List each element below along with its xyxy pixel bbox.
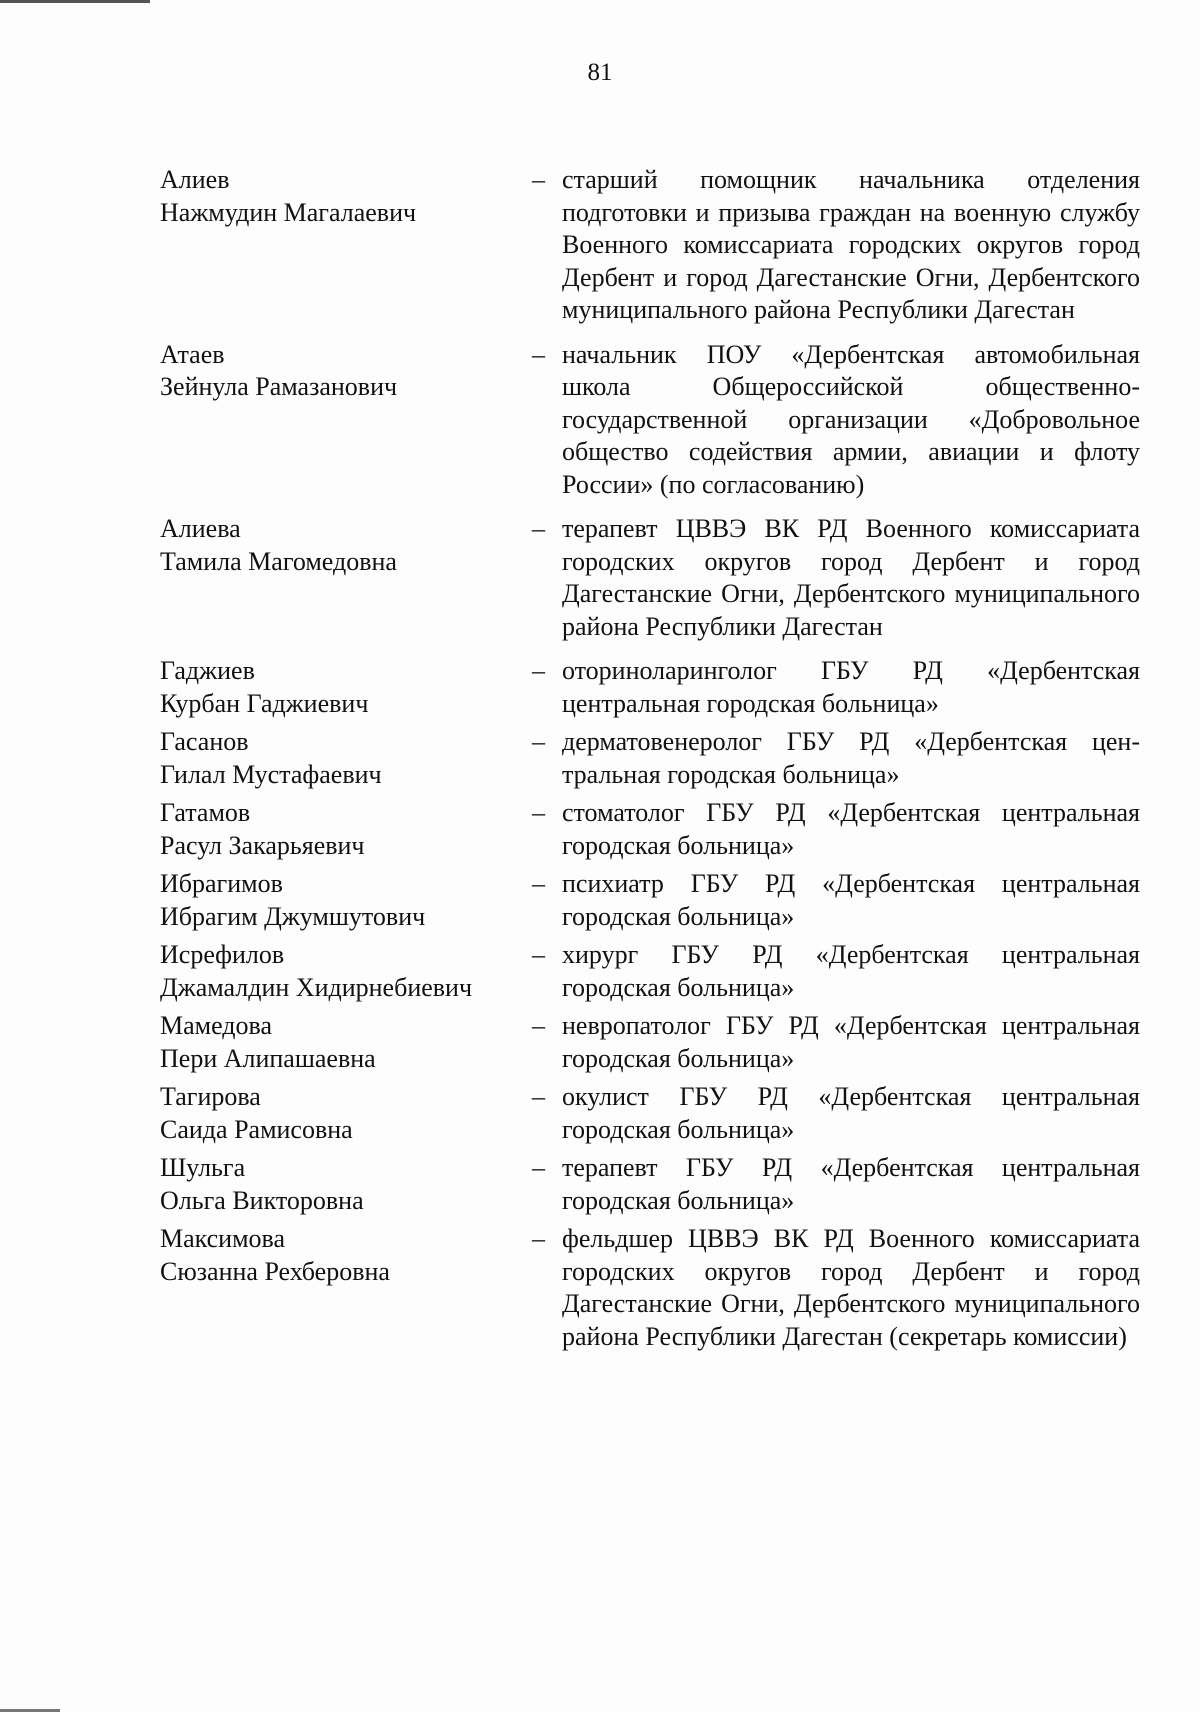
member-surname: Гатамов — [160, 798, 251, 827]
member-name — [160, 1223, 532, 1288]
member-surname: Шульга — [160, 1153, 246, 1182]
member-given-names: Ибрагим Джумшутович — [160, 901, 426, 931]
member-name — [160, 868, 532, 933]
member-surname: Тагирова — [160, 1082, 261, 1111]
member-name — [160, 797, 532, 862]
member-entry — [160, 868, 1140, 933]
member-name — [160, 1152, 532, 1217]
member-given-names: Саида Рамисовна — [160, 1114, 353, 1144]
member-position: старший помощник начальника отделения подготовки и призыва граждан на военную службу Военного комиссариата городских округов город Дербент и город Дагестанские Огни, Дербентского муниципального района Республики Дагестан — [562, 165, 1140, 324]
entry-dash: – — [532, 1011, 545, 1040]
entry-dash: – — [532, 727, 545, 756]
member-name — [160, 1010, 532, 1075]
member-entry — [160, 339, 1140, 502]
member-surname: Ибрагимов — [160, 869, 283, 898]
entry-dash: – — [532, 1153, 545, 1182]
member-entry — [160, 939, 1140, 1004]
member-surname: Алиева — [160, 514, 241, 543]
member-entry — [160, 726, 1140, 791]
commission-member-list — [160, 164, 1140, 1353]
member-entry — [160, 1010, 1140, 1075]
member-given-names: Сюзанна Рехберовна — [160, 1256, 390, 1286]
member-given-names: Джамалдин Хидирнебиевич — [160, 972, 473, 1002]
entry-dash: – — [532, 940, 545, 969]
entry-dash: – — [532, 1224, 545, 1253]
member-position: хирург ГБУ РД «Дербентская центральная городская больница» — [562, 940, 1140, 1002]
entry-dash: – — [532, 165, 545, 194]
member-entry — [160, 1081, 1140, 1146]
member-entry — [160, 797, 1140, 862]
member-surname: Алиев — [160, 165, 230, 194]
entry-dash: – — [532, 798, 545, 827]
member-given-names: Расул Закарьяевич — [160, 830, 365, 860]
member-surname: Исрефилов — [160, 940, 285, 969]
member-position: терапевт ЦВВЭ ВК РД Военного комиссариата городских округов город Дербент и город Дагестанские Огни, Дербентского муниципального района Республики Дагестан — [562, 514, 1140, 641]
member-given-names: Тамила Магомедовна — [160, 546, 397, 576]
member-surname: Гасанов — [160, 727, 249, 756]
page-number: 81 — [587, 59, 613, 86]
entry-dash: – — [532, 869, 545, 898]
member-entry — [160, 164, 1140, 327]
scan-edge-line — [0, 0, 150, 3]
member-entry — [160, 513, 1140, 643]
member-position: оториноларинголог ГБУ РД «Дербентская центральная городская больница» — [562, 656, 1140, 718]
member-given-names: Курбан Гаджиевич — [160, 688, 369, 718]
member-given-names: Нажмудин Магалаевич — [160, 197, 417, 227]
member-given-names: Зейнула Рамазанович — [160, 372, 398, 401]
member-position: окулист ГБУ РД «Дербентская центральная городская больница» — [562, 1082, 1140, 1144]
member-position: начальник ПОУ «Дербентская автомобильная школа Общероссийской общественно-государственной организации «Добровольное общество содействия армии, авиации и флоту России» (по согласованию) — [562, 339, 1140, 499]
member-position: терапевт ГБУ РД «Дербентская центральная городская больница» — [562, 1153, 1140, 1215]
member-position: стоматолог ГБУ РД «Дербентская центральная городская больница» — [562, 798, 1140, 860]
member-position: фельдшер ЦВВЭ ВК РД Военного комиссариата городских округов город Дербент и город Дагестанские Огни, Дербентского муниципального района Республики Дагестан (секретарь комиссии) — [562, 1224, 1140, 1351]
entry-dash: – — [532, 339, 545, 369]
member-surname: Мамедова — [160, 1011, 273, 1040]
member-name — [160, 939, 532, 1004]
member-surname: Максимова — [160, 1224, 286, 1253]
member-surname: Гаджиев — [160, 656, 255, 685]
member-position: невропатолог ГБУ РД «Дербентская центральная городская больница» — [562, 1011, 1140, 1073]
member-name — [160, 1081, 532, 1146]
member-given-names: Ольга Викторовна — [160, 1185, 364, 1215]
entry-dash: – — [532, 1082, 545, 1111]
member-entry — [160, 1223, 1140, 1353]
member-name — [160, 164, 532, 229]
entry-dash: – — [532, 514, 545, 543]
member-name — [160, 513, 532, 578]
entry-dash: – — [532, 656, 545, 685]
member-name — [160, 339, 532, 404]
member-entry — [160, 1152, 1140, 1217]
member-surname: Атаев — [160, 339, 225, 369]
member-given-names: Гилал Мустафаевич — [160, 759, 382, 789]
member-name — [160, 655, 532, 720]
member-given-names: Пери Алипашаевна — [160, 1043, 376, 1073]
member-entry — [160, 655, 1140, 720]
member-position: психиатр ГБУ РД «Дербентская центральная городская больница» — [562, 869, 1140, 931]
member-name — [160, 726, 532, 791]
member-position: дерматовенеролог ГБУ РД «Дербентская центральная городская больница» — [562, 727, 1140, 789]
